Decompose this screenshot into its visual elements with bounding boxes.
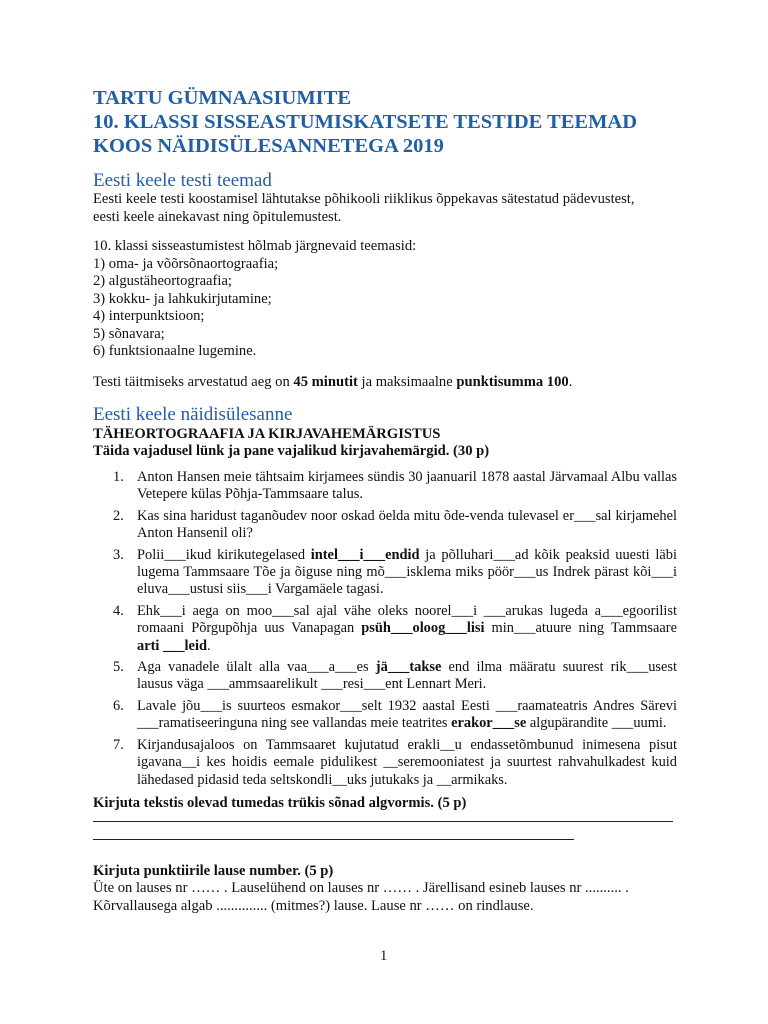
sentence-text: Kas sina haridust taganõudev noor oskad öelda mitu õde-venda tulevasel er___sal kirjamehel Anton Hansenil oli?	[137, 507, 677, 542]
topics-intro: 10. klassi sisseastumistest hõlmab järgnevaid teemasid:	[93, 238, 417, 254]
sentence-number: 5.	[113, 659, 124, 676]
title-line-1: TARTU GÜMNAASIUMITE	[93, 87, 352, 109]
topic-item: 3) kokku- ja lahkukirjutamine;	[93, 290, 272, 307]
sentence-number: 3.	[113, 546, 124, 563]
exercise-sentence	[93, 469, 677, 504]
exercise-instruction: Täida vajadusel lünk ja pane vajalikud kirjavahemärgid. (30 p)	[93, 443, 490, 459]
answer-line[interactable]	[93, 839, 574, 840]
base-form-instruction: Kirjuta tekstis olevad tumedas trükis sõnad algvormis. (5 p)	[93, 795, 467, 811]
sentence-number: 1.	[113, 469, 124, 485]
topic-item: 6) funktsionaalne lugemine.	[93, 343, 257, 359]
sentence-text: Ehk___i aega on moo___sal ajal vähe oleks noorel___i ___arukas lugeda a___egoorilist romaani Põrgupõhja uus Vanapagan psüh___oloog___lisi min___atuure ning Tammsaare arti ___leid.	[137, 602, 677, 654]
answer-line[interactable]	[93, 821, 673, 822]
topic-item: 4) interpunktsioon;	[93, 308, 205, 324]
exercise-sentence	[93, 698, 677, 733]
title-line-2: 10. KLASSI SISSEASTUMISKATSETE TESTIDE TEEMAD	[93, 111, 638, 133]
intro-line-1: Eesti keele testi koostamisel lähtutakse põhikooli riiklikus õppekavas sätestatud pädevustest,	[93, 191, 635, 207]
sentence-number: 7.	[113, 736, 124, 753]
bold-word: arti ___leid	[137, 637, 207, 654]
exercise-sentence	[93, 659, 677, 694]
duration-text: ja maksimaalne	[357, 374, 457, 390]
bold-word: intel___i___endid	[310, 546, 420, 563]
sentence-text: Polii___ikud kirikutegelased intel___i___endid ja põlluhari___ad kõik peaksid uuesti läbi lugema Tammsaare Tõe ja õiguse ning mõ___isklema miks pöör___us Indrek pärast kõi___i eluva___ustusi siis___i Vargamäele tagasi.	[137, 546, 677, 598]
exercise-sentence	[93, 547, 677, 599]
sentence-text: Kirjandusajaloos on Tammsaaret kujutatud erakli__u endassetõmbunud inimesena pisut igavana__i kes hoidis eemale pidulikest __seremooniatest ja suurtest rahvahulkadest kuid lähedased pidasid teda seltskondli__uks jutukaks ja __armikaks.	[137, 736, 677, 788]
sentence-text: Aga vanadele ülalt alla vaa___a___es jä___takse end ilma määratu suurest rik___usest lausus väga ___ammsaarelikult ___resi___ent Lennart Meri.	[137, 659, 677, 693]
number-line-2: Kõrvallausega algab .............. (mitmes?) lause. Lause nr …… on rindlause.	[93, 897, 534, 914]
test-duration-paragraph	[93, 374, 572, 392]
sentence-number: 4.	[113, 602, 124, 619]
section-heading-sample: Eesti keele näidisülesanne	[93, 404, 293, 425]
bold-word: erakor___se	[451, 715, 527, 732]
sentence-text: Anton Hansen meie tähtsaim kirjamees sündis 30 jaanuaril 1878 aastal Järvamaal Albu vallas Vetepere külas Põhja-Tammsaare talus.	[137, 469, 677, 503]
max-points: punktisumma 100	[456, 374, 569, 390]
exercise-sentence	[93, 508, 677, 543]
bold-word: psüh___oloog___lisi	[361, 620, 485, 637]
bold-word: jä___takse	[375, 659, 442, 676]
sentence-number: 2.	[113, 507, 124, 524]
exercise-subheading: TÄHEORTOGRAAFIA JA KIRJAVAHEMÄRGISTUS	[93, 426, 441, 442]
topic-item: 1) oma- ja võõrsõnaortograafia;	[93, 255, 279, 272]
exercise-sentences	[93, 469, 677, 793]
sentence-number: 6.	[113, 697, 124, 714]
duration-text: .	[568, 374, 573, 390]
duration-value: 45 minutit	[293, 374, 358, 390]
exercise-sentence	[93, 603, 677, 655]
topics-list	[93, 238, 416, 361]
topic-item: 2) algustäheortograafia;	[93, 273, 232, 289]
document-title	[93, 86, 637, 158]
title-line-3: KOOS NÄIDISÜLESANNETEGA 2019	[93, 135, 444, 157]
sentence-text: Lavale jõu___is suurteos esmakor___selt 1932 aastal Eesti ___raamateatris Andres Särevi ___ramatiseeringuna ning see vallandas meie teatrites erakor___se algupärandite ___uumi.	[137, 697, 677, 732]
page-number: 1	[380, 948, 388, 964]
section-heading-topics: Eesti keele testi teemad	[93, 170, 272, 191]
sentence-number-instruction: Kirjuta punktiirile lause number. (5 p)	[93, 863, 334, 879]
duration-text: Testi täitmiseks arvestatud aeg on	[93, 374, 294, 390]
exercise-sentence	[93, 737, 677, 789]
sentence-number-exercise	[93, 880, 629, 915]
intro-line-2: eesti keele ainekavast ning õpitulemustest.	[93, 208, 342, 225]
intro-paragraph	[93, 191, 634, 226]
number-line-1: Üte on lauses nr …… . Lauselühend on lauses nr …… . Järellisand esineb lauses nr .......... .	[93, 880, 629, 896]
topic-item: 5) sõnavara;	[93, 325, 165, 342]
